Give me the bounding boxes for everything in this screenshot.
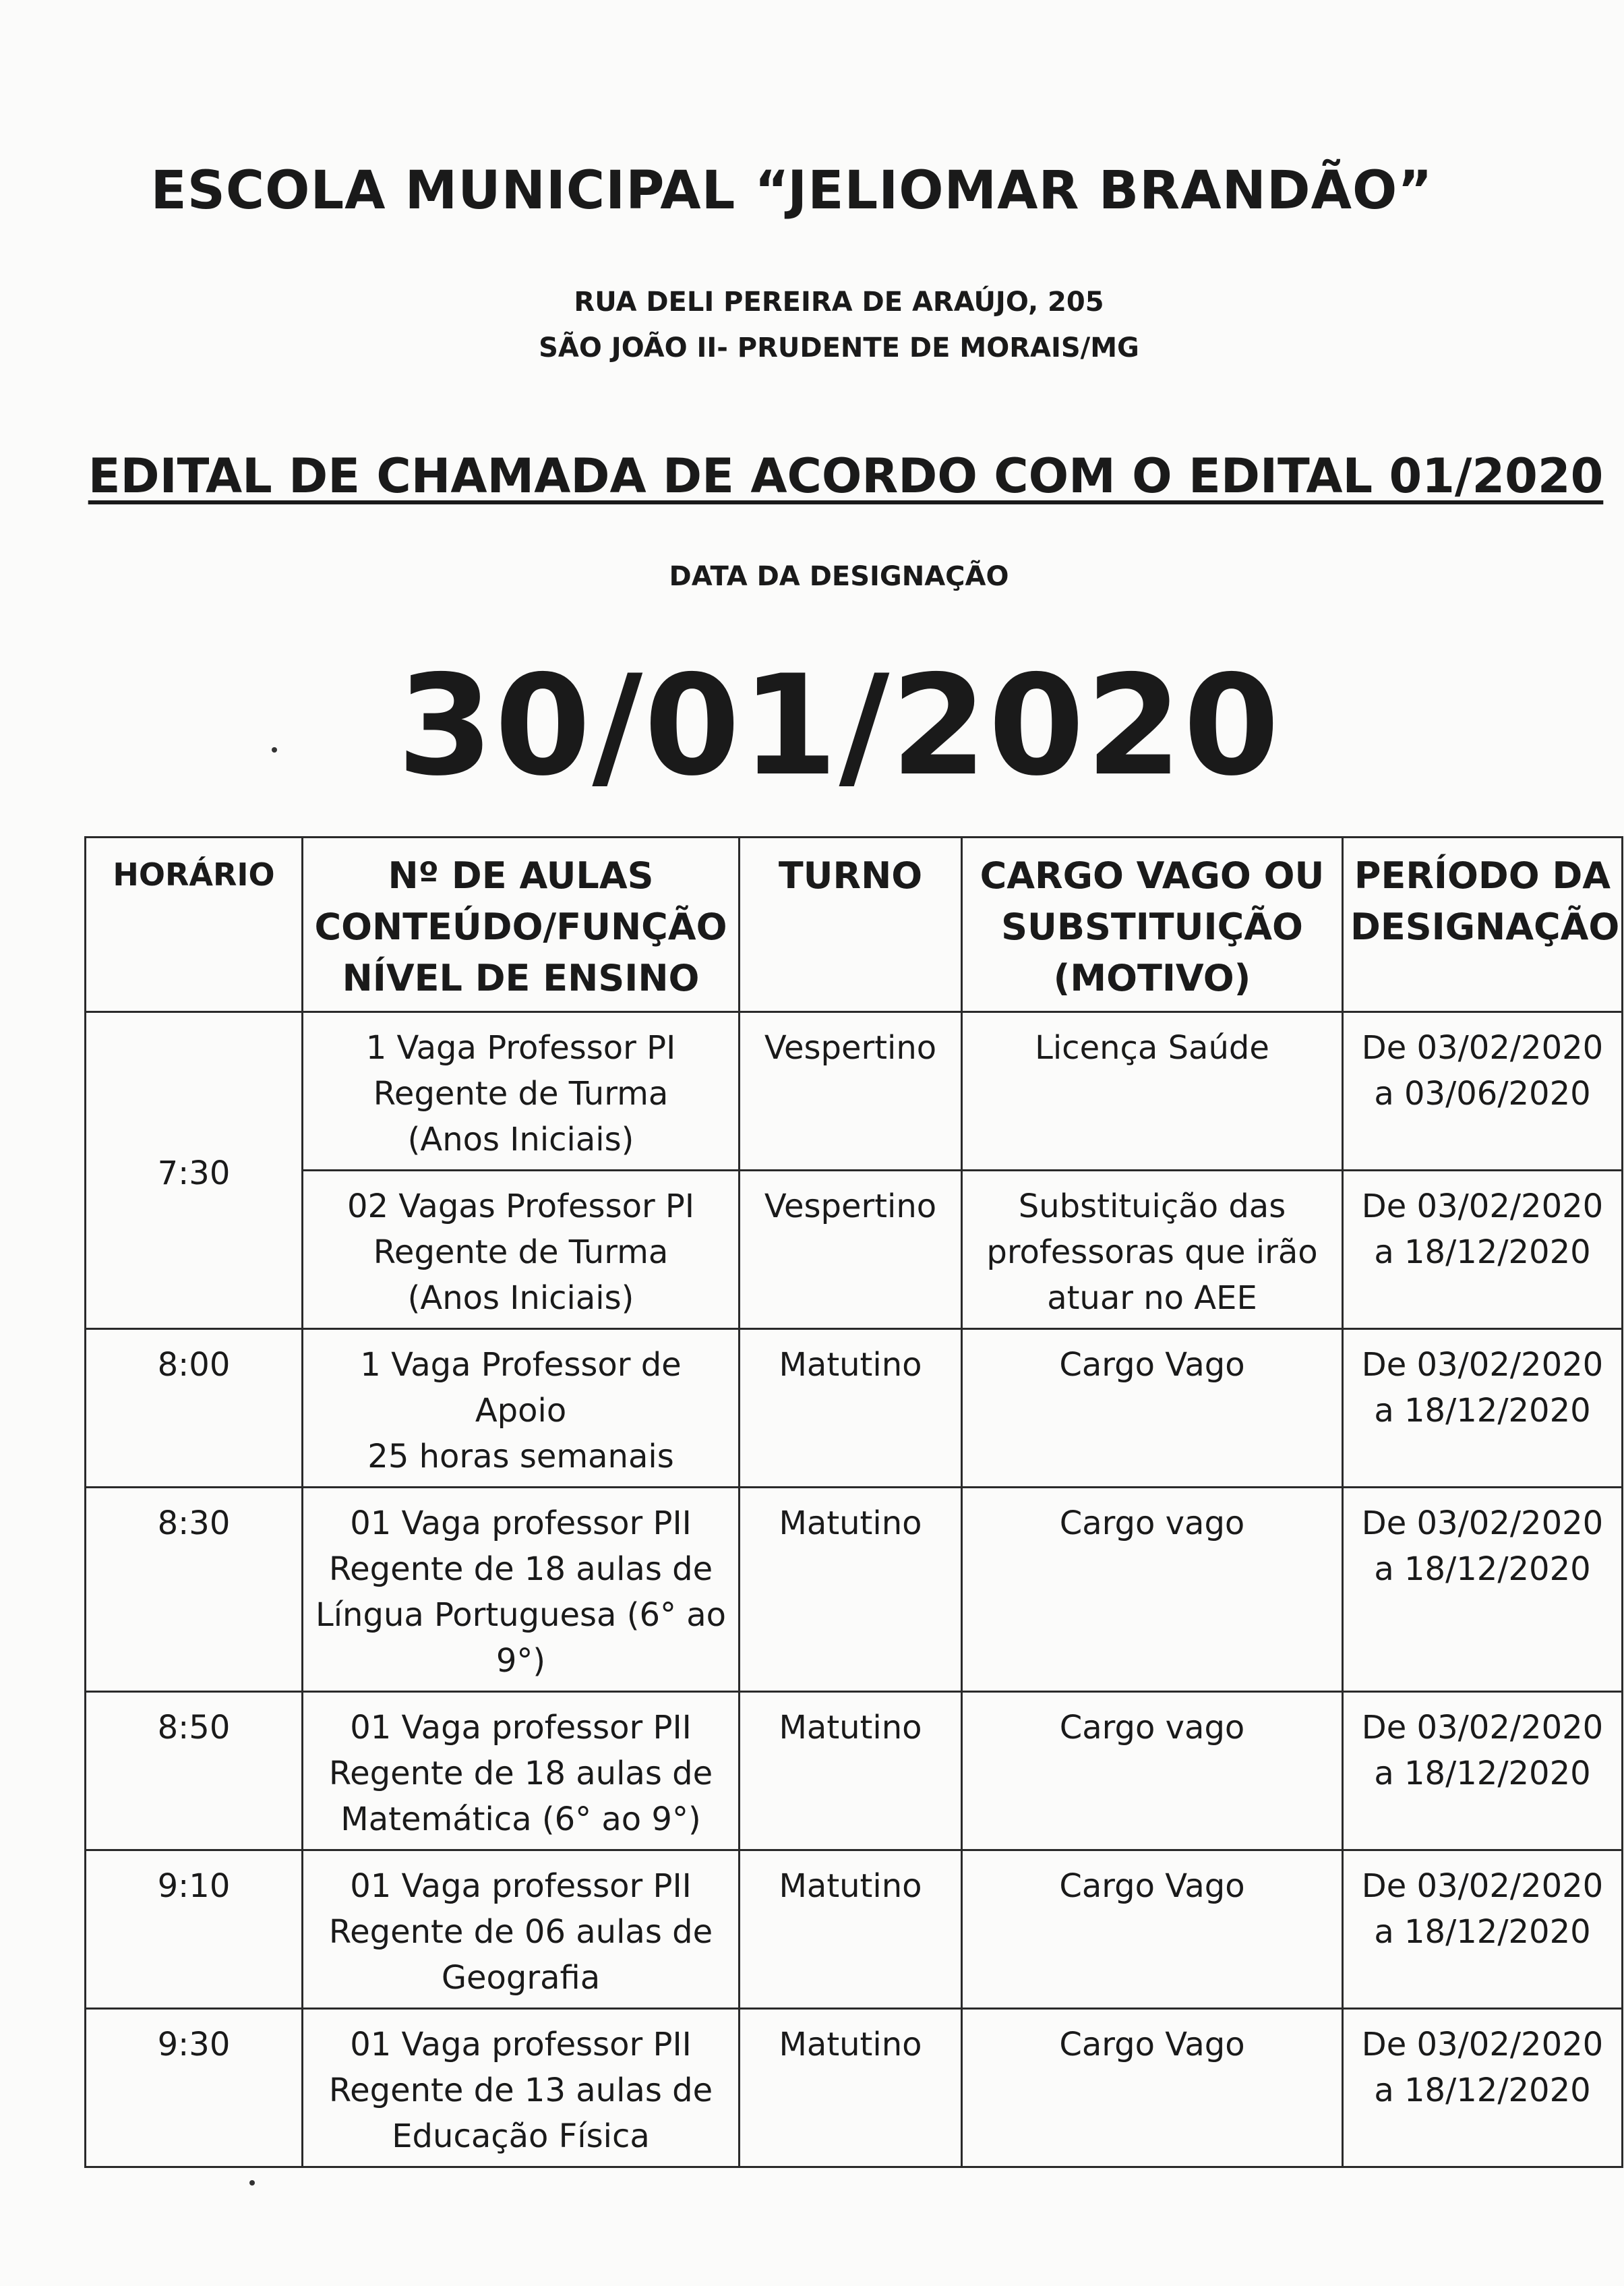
cell-periodo: De 03/02/2020 a 03/06/2020 [1343,1012,1623,1171]
header-periodo: PERÍODO DA DESIGNAÇÃO [1343,838,1623,1012]
cell-horario: 8:00 [86,1329,303,1488]
cell-periodo: De 03/02/2020 a 18/12/2020 [1343,1171,1623,1329]
header-aulas: Nº DE AULAS CONTEÚDO/FUNÇÃO NÍVEL DE ENSINO [303,838,740,1012]
cell-cargo: Licença Saúde [962,1012,1343,1171]
table-row [86,1488,1623,1692]
scan-speck [272,747,277,753]
cell-cargo: Cargo vago [962,1692,1343,1850]
table-row [86,1850,1623,2009]
cell-cargo: Cargo vago [962,1488,1343,1692]
header-turno: TURNO [740,838,962,1012]
edital-title: EDITAL DE CHAMADA DE ACORDO COM O EDITAL 01/2020 [88,448,1604,504]
cell-aulas: 1 Vaga Professor de Apoio 25 horas semanais [303,1329,740,1488]
cell-periodo: De 03/02/2020 a 18/12/2020 [1343,1850,1623,2009]
cell-aulas: 01 Vaga professor PII Regente de 18 aulas de Matemática (6° ao 9°) [303,1692,740,1850]
cell-cargo: Cargo Vago [962,1329,1343,1488]
table-row [86,1012,1623,1171]
cell-periodo: De 03/02/2020 a 18/12/2020 [1343,1329,1623,1488]
cell-horario: 7:30 [86,1012,303,1329]
cell-periodo: De 03/02/2020 a 18/12/2020 [1343,1692,1623,1850]
cell-cargo: Cargo Vago [962,1850,1343,2009]
cell-horario: 9:10 [86,1850,303,2009]
table-row [86,2009,1623,2167]
scan-speck [249,2180,255,2186]
table-row [86,1171,1623,1329]
designation-label: DATA DA DESIGNAÇÃO [669,561,1009,592]
cell-horario: 9:30 [86,2009,303,2167]
cell-turno: Matutino [740,2009,962,2167]
cell-horario: 8:30 [86,1488,303,1692]
table-row [86,1692,1623,1850]
cell-turno: Matutino [740,1850,962,2009]
table-header-row [86,838,1623,1012]
cell-aulas: 1 Vaga Professor PI Regente de Turma (Anos Iniciais) [303,1012,740,1171]
header-horario: HORÁRIO [86,838,303,1012]
cell-turno: Vespertino [740,1012,962,1171]
cell-cargo: Cargo Vago [962,2009,1343,2167]
designation-date: 30/01/2020 [397,646,1281,807]
cell-periodo: De 03/02/2020 a 18/12/2020 [1343,1488,1623,1692]
cell-horario: 8:50 [86,1692,303,1850]
cell-aulas: 01 Vaga professor PII Regente de 06 aulas de Geografia [303,1850,740,2009]
cell-aulas: 01 Vaga professor PII Regente de 13 aulas de Educação Física [303,2009,740,2167]
vacancy-table [84,836,1623,2168]
table-row [86,1329,1623,1488]
cell-turno: Vespertino [740,1171,962,1329]
cell-cargo: Substituição das professoras que irão atuar no AEE [962,1171,1343,1329]
cell-aulas: 01 Vaga professor PII Regente de 18 aulas de Língua Portuguesa (6° ao 9°) [303,1488,740,1692]
header-cargo: CARGO VAGO OU SUBSTITUIÇÃO (MOTIVO) [962,838,1343,1012]
cell-turno: Matutino [740,1329,962,1488]
address-line-2: SÃO JOÃO II- PRUDENTE DE MORAIS/MG [539,332,1139,363]
address-line-1: RUA DELI PEREIRA DE ARAÚJO, 205 [574,287,1104,318]
cell-turno: Matutino [740,1692,962,1850]
cell-turno: Matutino [740,1488,962,1692]
cell-periodo: De 03/02/2020 a 18/12/2020 [1343,2009,1623,2167]
cell-aulas: 02 Vagas Professor PI Regente de Turma (Anos Iniciais) [303,1171,740,1329]
school-name: ESCOLA MUNICIPAL “JELIOMAR BRANDÃO” [150,160,1433,221]
